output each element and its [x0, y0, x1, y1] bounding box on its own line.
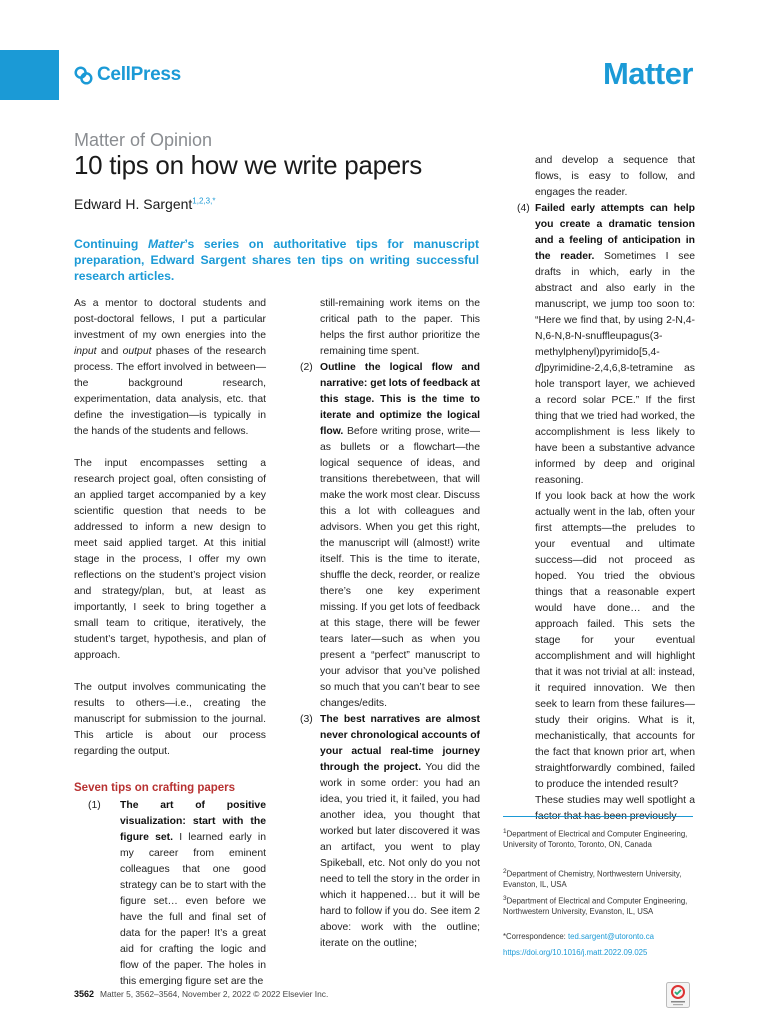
list-number: (3) [300, 714, 313, 725]
publisher-logo[interactable] [74, 64, 181, 86]
intro-input: input [74, 346, 97, 357]
tip-text: and develop a sequence that flows, is easy to follow, and engages the reader. [535, 155, 695, 198]
paragraph-output: The output involves communicating the results to others—i.e., creating the manuscript for submission to the journal. This article is about our process regarding the output. [74, 682, 266, 757]
footnote-marker: 2 [503, 868, 507, 875]
intro-output: output [122, 346, 152, 357]
lead-text-1: Continuing [74, 237, 148, 251]
list-item-3-continued [503, 153, 695, 201]
lead-text-2: ’s series on authoritative tips for manuscript preparation, Edward Sargent shares ten tips on writing successful research articles. [74, 237, 479, 283]
tip-text: You did the work in some order: you had an idea, you tried it, it failed, you had another idea, you thought that worked but later discovered it was an artifact, you went to play Spikeball, etc. Not only do you not need to tell the story in the order in which it happened… but it will be hard to follow if you do. See item 2 above: work with the outline; iterate on the outline; [320, 762, 480, 949]
tip-heading: Outline the logical flow and narrative: get lots of feedback at this stage. This is the time to iterate and optimize the logical flow. [320, 362, 480, 437]
list-item-body [120, 798, 266, 990]
column-3 [503, 153, 695, 825]
correspondence-label: *Correspondence: [503, 932, 569, 941]
citation-line: Matter 5, 3562–3564, November 2, 2022 © 2022 Elsevier Inc. [100, 989, 329, 999]
doi [503, 948, 695, 959]
footnote-marker: 3 [503, 895, 507, 902]
footnote-divider [503, 816, 693, 817]
tip-text: still-remaining work items on the critical path to the paper. This helps the first author prioritize the remaining time spent. [320, 298, 480, 357]
list-item-body [535, 201, 695, 825]
list-number: (4) [517, 203, 530, 214]
author-affiliation-markers[interactable]: 1,2,3,* [192, 196, 216, 206]
tip-heading: Failed early attempts can help you create a dramatic tension and a feeling of anticipation in the reader. [535, 203, 695, 262]
list-item-4 [503, 201, 695, 825]
section-label: Matter of Opinion [74, 130, 213, 150]
tip-text: I learned early in my career from eminent colleagues that one good strategy can be to start with the figure set… even before we have the full and final set of data for the paper! It’s a great aid for crafting the logic and flow of the paper. The holes in this emerging figure set are the [120, 832, 266, 987]
publisher-name: CellPress [97, 64, 181, 85]
page-number: 3562 [74, 989, 95, 999]
intro-text-c: phases of the research process. The effort involved in between—the background research, experimentation, data analysis, etc. that define the investigation—is typically in the hands of the students and fellows. [74, 346, 266, 437]
list-item-2 [300, 360, 480, 712]
tip-4-paragraph-2: If you look back at how the work actually went in the lab, often your first attempts—the preludes to your eventual and ultimate success—did not proceed as hoped. You tried the obvious things that a reasonable expert would have done… and the approach failed. This sets the stage for your eventual accomplishment and will highlight that it was not trivial at all: instead, it required innovation. We then seek to learn from these failures—study their origins. What is it, mechanistically, that accounts for the fact that known prior art, when straightforwardly combined, failed to produce the intended result? [535, 491, 695, 790]
page-footer [74, 989, 328, 999]
tip-heading: The art of positive visualization: start with the figure set. [120, 800, 266, 843]
cellpress-logo-icon [74, 66, 93, 85]
paragraph-intro [74, 296, 266, 440]
list-indent [300, 296, 320, 360]
tip-text-a: Sometimes I see drafts in which, early in the abstract and also early in the manuscript, we jump too soon to: “Here we find that, by using 2-N,4-N,6-N,8-N-snuffleupagus(3-methylphenyl)pyrimido[5,4- [535, 251, 695, 358]
article-title: 10 tips on how we write papers [74, 150, 422, 180]
correspondence [503, 932, 695, 943]
list-number: (1) [88, 800, 101, 811]
tip-4-paragraph-1 [535, 201, 695, 489]
subheading-seven-tips: Seven tips on crafting papers [74, 782, 236, 794]
tip-text: Before writing prose, write—as bullets or a flowchart—the logical sequence of ideas, and transitions therebetween, that will make the work most clear. Discuss this a lot with colleagues and advisors. When you get this right, the manuscript will (almost!) write itself. This is the time to iterate, shuffle the deck, reorder, or realize there’s one key experiment missing. If you get lots of feedback at this stage, there will be fewer tears later—such as when you present a “perfect” manuscript to your advisor that you’ve polished so much that you can’t bear to see changes/edits. [320, 426, 480, 709]
tip-text-b: ]pyrimidine-2,4,6,8-tetramine as hole transport layer, we achieved a record solar PCE.” If the first thing that we tried had worked, the accomplishment is less likely to have been a substantive advance informed by deep and original reasoning. [535, 363, 695, 486]
intro-text-b: and [96, 346, 123, 357]
header-tab [0, 50, 59, 100]
footnote-text: Department of Electrical and Computer Engineering, University of Toronto, Toronto, ON, Canada [503, 829, 688, 850]
list-item-3 [300, 712, 480, 952]
footnote-affiliation-2 [503, 867, 695, 891]
footnote-affiliation-1 [503, 827, 695, 851]
list-item-body [320, 360, 480, 712]
column-2 [300, 296, 480, 952]
footnote-marker: 1 [503, 828, 507, 835]
intro-text-a: As a mentor to doctoral students and post-doctoral fellows, I put a particular investment of my own energies into the [74, 298, 266, 341]
list-item-body [320, 712, 480, 952]
journal-name[interactable]: Matter [602, 56, 693, 91]
tip-heading: The best narratives are almost never chronological accounts of your actual real-time journey through the project. [320, 714, 480, 773]
paragraph-input: The input encompasses setting a research project goal, often consisting of an applied target accompanied by a key scientific question that needs to be addressed to inform a new design to meet said applied target. At this initial stage in the process, I offer my own reflections on the student’s project vision and strategy/plan, but, at least as importantly, I seek to bring together a small team to critique, iteratively, the student’s target, hypothesis, and plan of approach. [74, 458, 266, 661]
check-for-updates-icon[interactable] [666, 982, 690, 1008]
email-link[interactable]: ted.sargent@utoronto.ca [568, 932, 654, 941]
column-1 [74, 296, 266, 990]
footnote-text: Department of Chemistry, Northwestern University, Evanston, IL, USA [503, 869, 682, 890]
list-indent [503, 153, 535, 201]
author-line [74, 196, 215, 212]
lead-journal-name: Matter [147, 237, 185, 251]
tip-4-paragraph-3: These studies may well spotlight a factor that has been previously [535, 795, 695, 822]
footnote-affiliation-3 [503, 894, 695, 918]
list-number: (2) [300, 362, 313, 373]
list-item-1-continued [300, 296, 480, 360]
lead-paragraph [74, 236, 479, 284]
doi-link[interactable]: https://doi.org/10.1016/j.matt.2022.09.025 [503, 948, 648, 957]
list-item-1 [74, 798, 266, 990]
footnote-text: Department of Electrical and Computer Engineering, Northwestern University, Evanston, IL, USA [503, 896, 688, 917]
tip-text-italic: d [535, 363, 541, 374]
author-name: Edward H. Sargent [74, 196, 193, 212]
